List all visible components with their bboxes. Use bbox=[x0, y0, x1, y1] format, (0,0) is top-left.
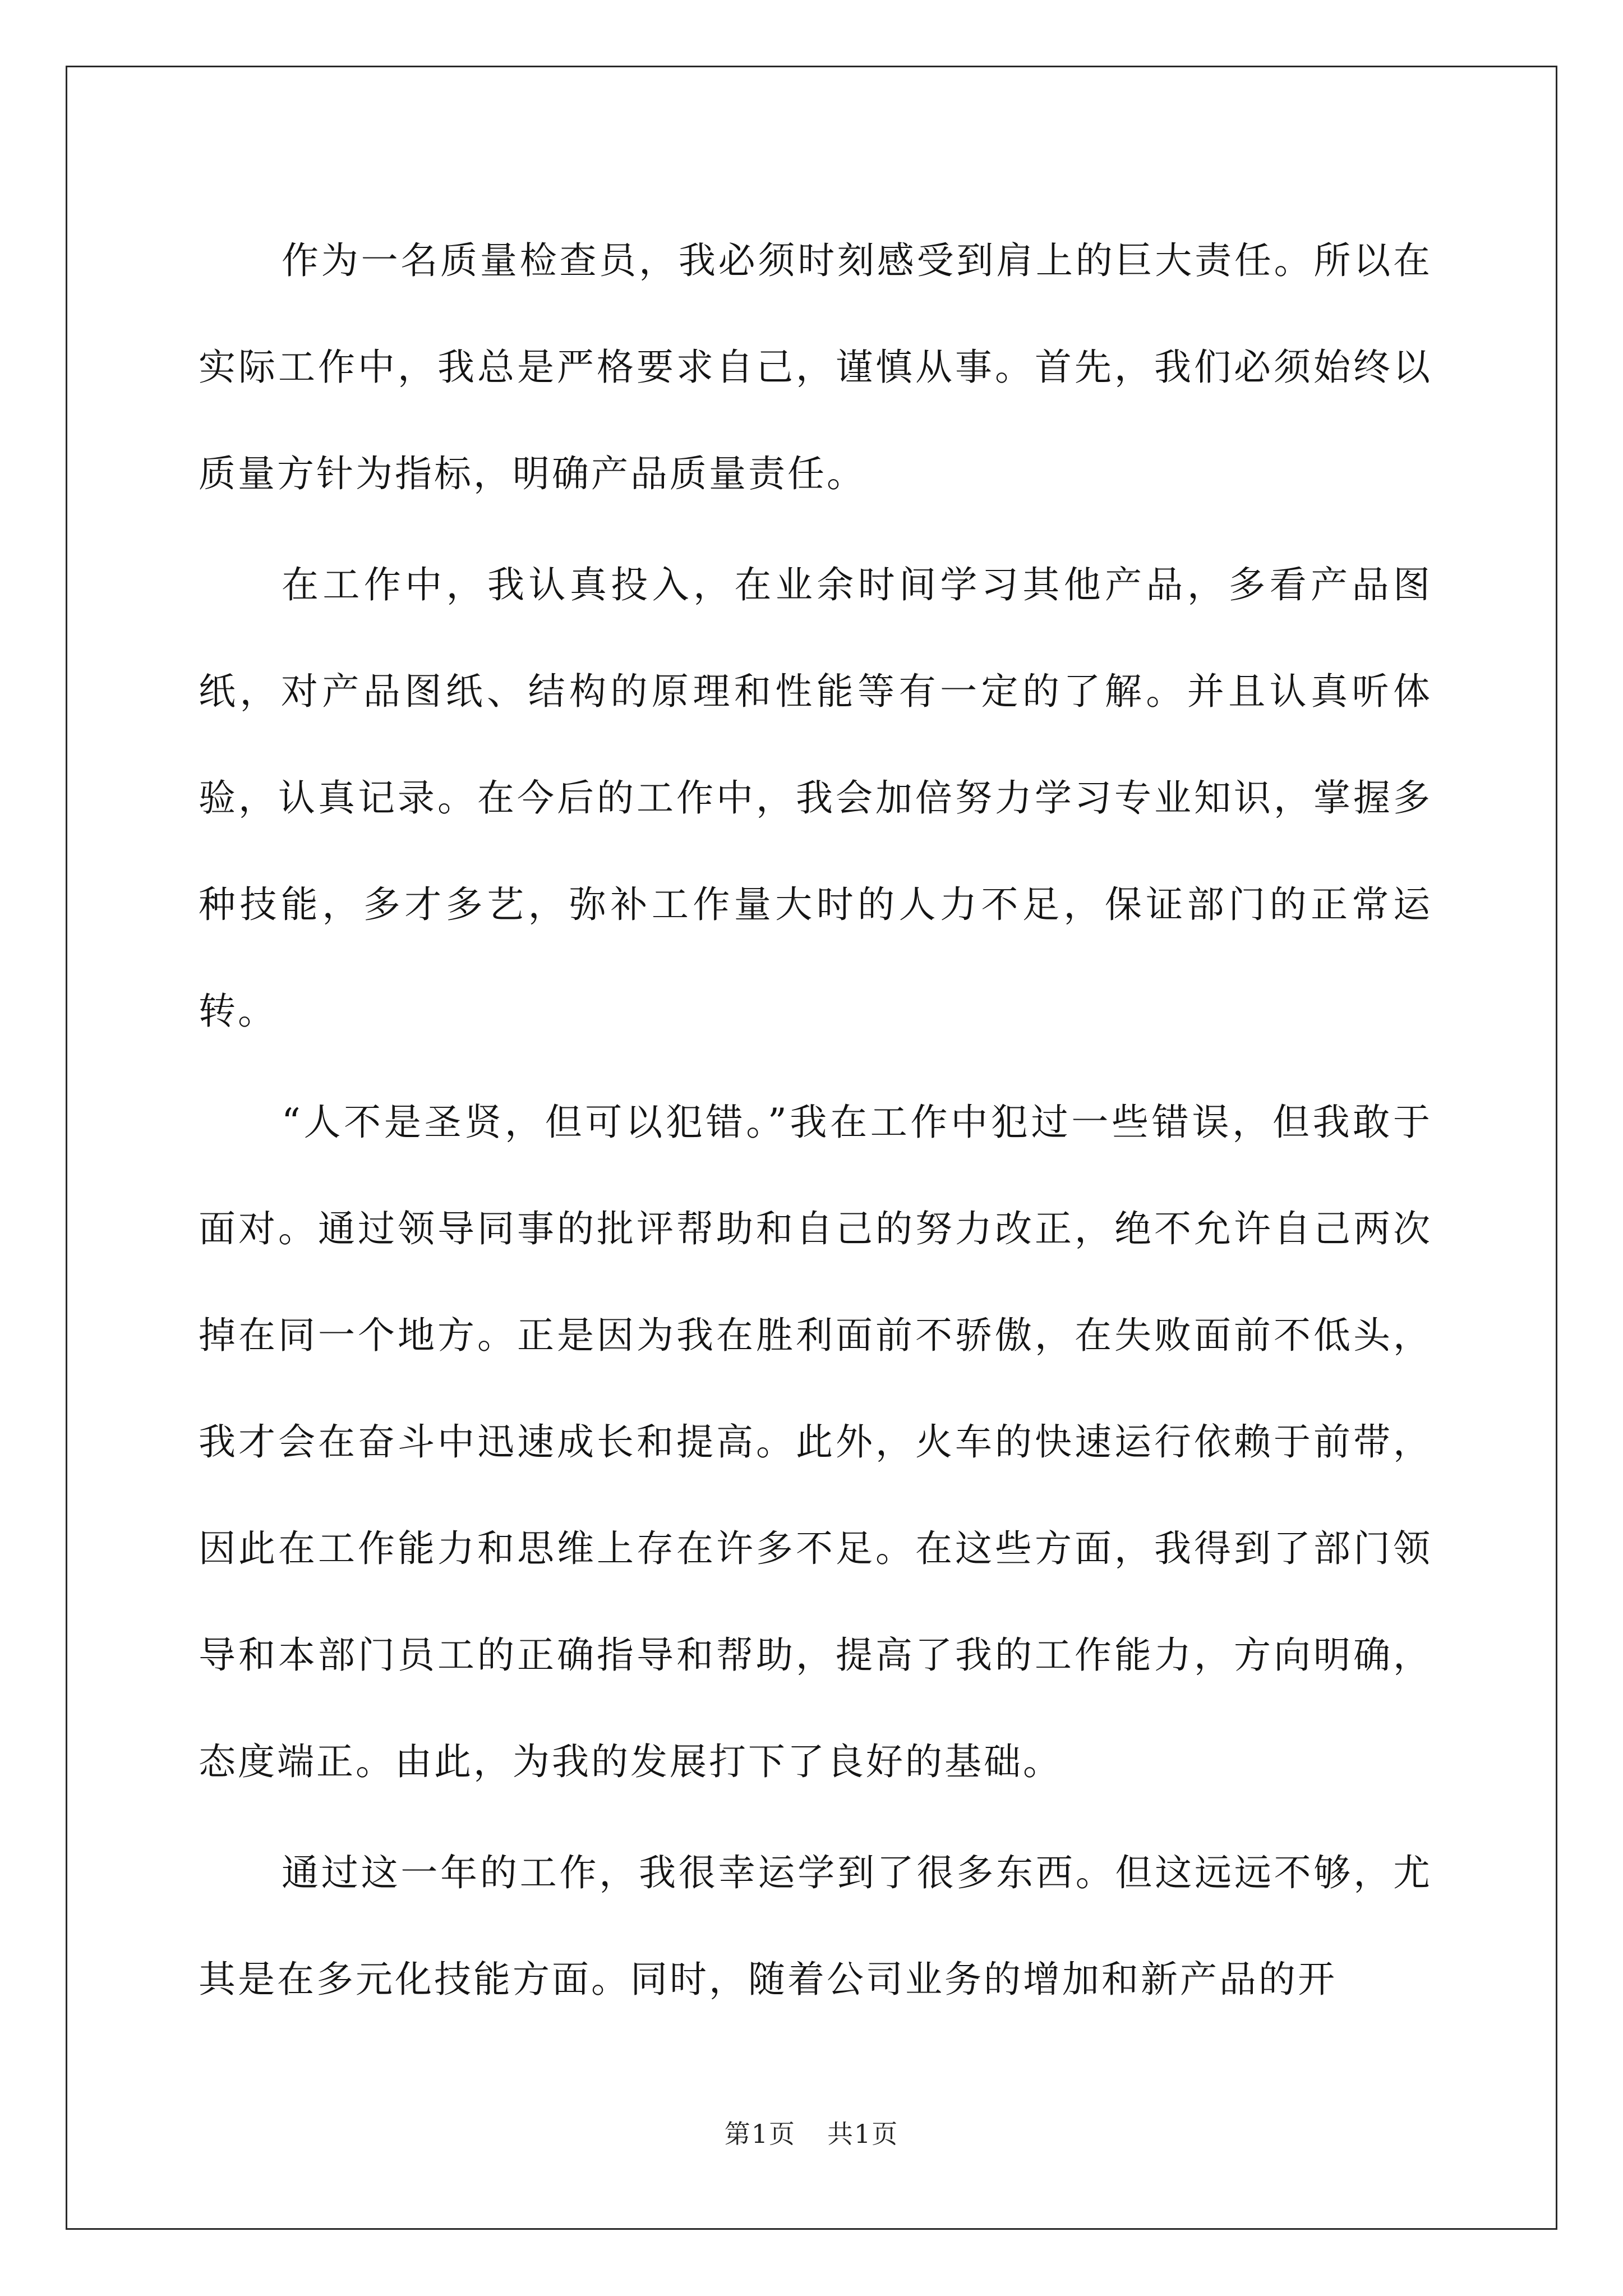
paragraph: 在工作中，我认真投入，在业余时间学习其他产品，多看产品图纸，对产品图纸、结构的原理和性能等有一定的了解。并且认真听体验，认真记录。在今后的工作中，我会加倍努力学习专业知识，掌握多种技能，多才多艺，弥补工作量大时的人力不足，保证部门的正常运转。 bbox=[199, 563, 1432, 1033]
paragraph: “人不是圣贤，但可以犯错。”我在工作中犯过一些错误，但我敢于面对。通过领导同事的批评帮助和自己的努力改正，绝不允许自己两次掉在同一个地方。正是因为我在胜利面前不骄傲，在失败面前不低头，我才会在奋斗中迅速成长和提高。此外，火车的快速运行依赖于前带，因此在工作能力和思维上存在许多不足。在这些方面，我得到了部门领导和本部门员工的正确指导和帮助，提高了我的工作能力，方向明确，态度端正。由此，为我的发展打下了良好的基础。 bbox=[199, 1101, 1432, 1783]
page-footer bbox=[0, 2114, 1623, 2151]
page-total: 共1页 bbox=[827, 2119, 899, 2149]
document-body bbox=[199, 208, 1432, 2037]
paragraph: 通过这一年的工作，我很幸运学到了很多东西。但这远远不够，尤其是在多元化技能方面。同时，随着公司业务的增加和新产品的开 bbox=[199, 1851, 1432, 2001]
paragraph: 作为一名质量检查员，我必须时刻感受到肩上的巨大责任。所以在实际工作中，我总是严格要求自己，谨慎从事。首先，我们必须始终以质量方针为指标，明确产品质量责任。 bbox=[199, 239, 1432, 495]
page-number: 第1页 bbox=[724, 2119, 796, 2149]
